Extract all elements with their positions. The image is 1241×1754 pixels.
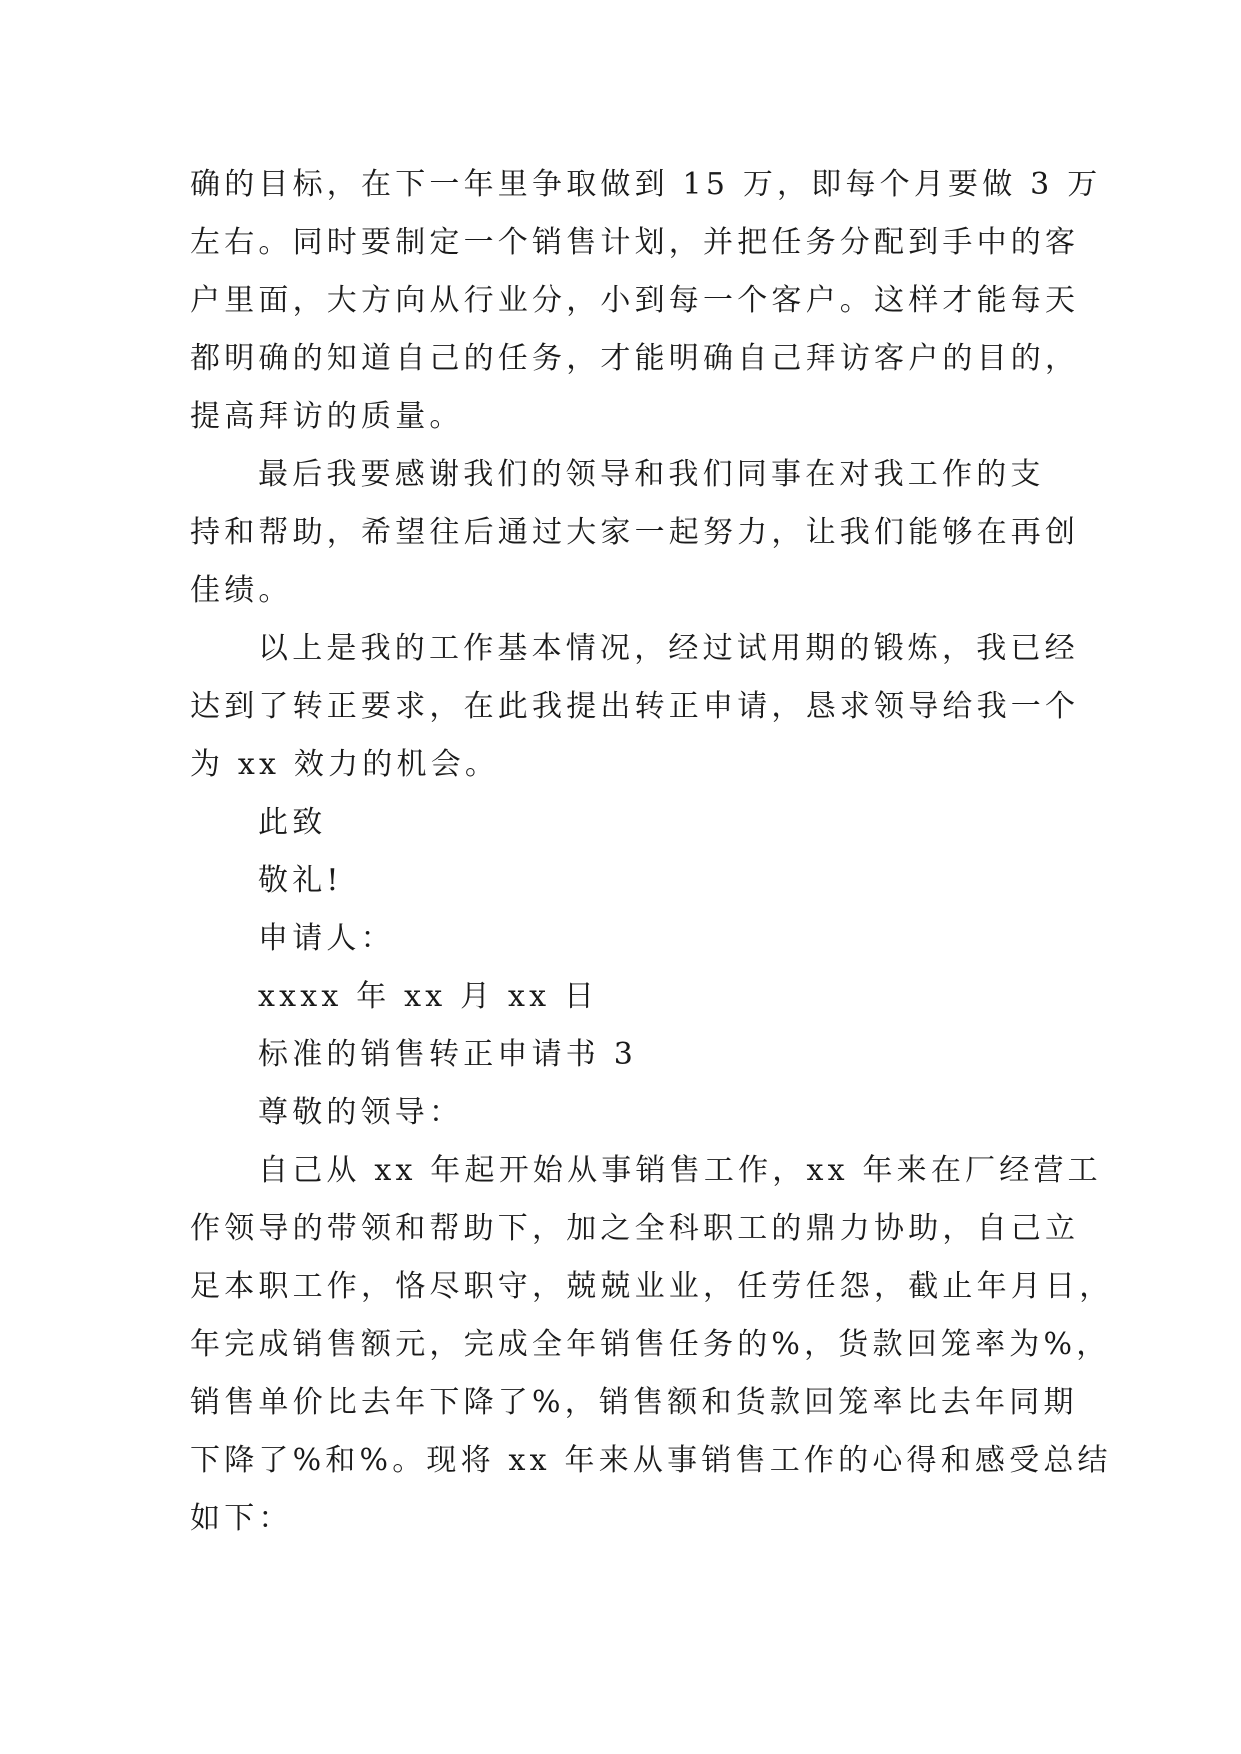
salutation: 尊敬的领导：: [258, 1095, 464, 1130]
date-line: xxxx 年 xx 月 xx 日: [258, 979, 599, 1014]
paragraph-first-line: 自己从 xx 年起开始从事销售工作，xx 年来在厂经营工: [258, 1153, 1102, 1188]
closing-greeting: 此致: [258, 805, 327, 840]
text-line: 确的目标，在下一年里争取做到 15 万，即每个月要做 3 万: [190, 167, 1102, 202]
paragraph-first-line: 最后我要感谢我们的领导和我们同事在对我工作的支: [258, 457, 1045, 492]
text-line: 为 xx 效力的机会。: [190, 747, 500, 782]
text-line: 销售单价比去年下降了%，销售额和货款回笼率比去年同期: [190, 1385, 1078, 1420]
text-line: 持和帮助，希望往后通过大家一起努力，让我们能够在再创: [190, 515, 1080, 550]
text-line: 都明确的知道自己的任务，才能明确自己拜访客户的目的，: [190, 341, 1080, 376]
text-line: 户里面，大方向从行业分，小到每一个客户。这样才能每天: [190, 283, 1080, 318]
document-body: [190, 156, 1114, 1548]
text-line: 达到了转正要求，在此我提出转正申请，恳求领导给我一个: [190, 689, 1080, 724]
paragraph-first-line: 以上是我的工作基本情况，经过试用期的锻炼，我已经: [258, 631, 1079, 666]
text-line: 如下：: [190, 1501, 293, 1536]
text-line: 年完成销售额元，完成全年销售任务的%，货款回笼率为%，: [190, 1327, 1111, 1362]
text-line: 下降了%和%。现将 xx 年来从事销售工作的心得和感受总结: [190, 1443, 1112, 1478]
text-line: 足本职工作，恪尽职守，兢兢业业，任劳任怨，截止年月日，: [190, 1269, 1114, 1304]
text-line: 佳绩。: [190, 573, 293, 608]
text-line: 提高拜访的质量。: [190, 399, 464, 434]
closing-salute: 敬礼!: [258, 863, 343, 898]
applicant-label: 申请人：: [258, 921, 395, 956]
section-title: 标准的销售转正申请书 3: [258, 1037, 638, 1072]
text-line: 左右。同时要制定一个销售计划，并把任务分配到手中的客: [190, 225, 1080, 260]
text-line: 作领导的带领和帮助下，加之全科职工的鼎力协助，自己立: [190, 1211, 1080, 1246]
